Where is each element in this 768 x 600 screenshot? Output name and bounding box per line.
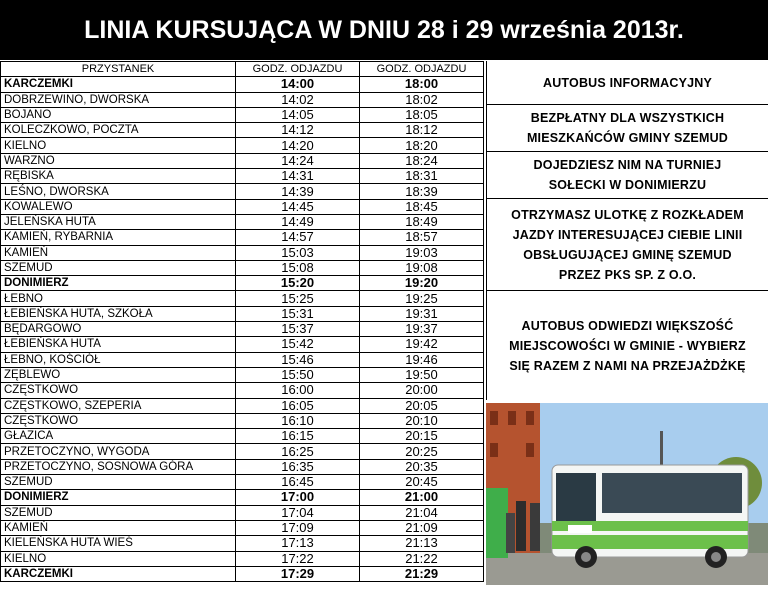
departure-time-2: 19:46 [360, 352, 484, 367]
departure-time-1: 15:25 [236, 291, 360, 306]
departure-time-2: 21:22 [360, 551, 484, 566]
table-row [1, 123, 484, 138]
departure-time-1: 14:57 [236, 230, 360, 245]
departure-time-2: 19:08 [360, 260, 484, 275]
column-header-departure-2: GODZ. ODJAZDU [360, 62, 484, 77]
table-row [1, 383, 484, 398]
departure-time-1: 15:20 [236, 276, 360, 291]
departure-time-1: 14:45 [236, 199, 360, 214]
departure-time-2: 21:13 [360, 536, 484, 551]
info-box-visit: AUTOBUS ODWIEDZI WIĘKSZOŚĆ MIEJSCOWOŚCI W GMINIE - WYBIERZ SIĘ RAZEM Z NAMI NA PRZEJAŻDŻKĘ [509, 318, 746, 373]
stop-name: LEŚNO, DWORSKA [1, 184, 236, 199]
table-row [1, 276, 484, 291]
departure-time-2: 21:04 [360, 505, 484, 520]
stop-name: KOLECZKOWO, POCZTA [1, 123, 236, 138]
departure-time-1: 14:31 [236, 169, 360, 184]
table-row [1, 153, 484, 168]
departure-time-1: 17:04 [236, 505, 360, 520]
table-row [1, 92, 484, 107]
column-header-departure-1: GODZ. ODJAZDU [236, 62, 360, 77]
stop-name: CZĘSTKOWO, SZEPERIA [1, 398, 236, 413]
photo-caption-strip [486, 585, 768, 600]
stop-name: ŁEBNO, KOŚCIÓŁ [1, 352, 236, 367]
table-row [1, 520, 484, 535]
departure-time-1: 15:08 [236, 260, 360, 275]
stop-name: JELEŃSKA HUTA [1, 214, 236, 229]
stop-name: BĘDARGOWO [1, 322, 236, 337]
departure-time-2: 20:45 [360, 475, 484, 490]
departure-time-1: 17:09 [236, 520, 360, 535]
stop-name: BOJANO [1, 107, 236, 122]
table-row [1, 107, 484, 122]
stop-name: CZĘSTKOWO [1, 413, 236, 428]
departure-time-2: 20:05 [360, 398, 484, 413]
table-header-row [1, 62, 484, 77]
stop-name: ŁEBIEŃSKA HUTA [1, 337, 236, 352]
table-row [1, 169, 484, 184]
departure-time-2: 18:00 [360, 77, 484, 92]
departure-time-2: 19:03 [360, 245, 484, 260]
timetable-body [1, 77, 484, 582]
timetable [0, 61, 484, 582]
departure-time-1: 17:13 [236, 536, 360, 551]
departure-time-2: 18:24 [360, 153, 484, 168]
departure-time-1: 14:05 [236, 107, 360, 122]
stop-name: WARZNO [1, 153, 236, 168]
departure-time-1: 14:49 [236, 214, 360, 229]
departure-time-2: 18:31 [360, 169, 484, 184]
departure-time-2: 18:02 [360, 92, 484, 107]
departure-time-2: 20:25 [360, 444, 484, 459]
departure-time-2: 19:50 [360, 367, 484, 382]
departure-time-2: 18:39 [360, 184, 484, 199]
departure-time-2: 19:42 [360, 337, 484, 352]
stop-name: SZEMUD [1, 505, 236, 520]
departure-time-2: 21:29 [360, 566, 484, 581]
column-header-stop: PRZYSTANEK [1, 62, 236, 77]
table-row [1, 398, 484, 413]
table-row [1, 367, 484, 382]
departure-time-1: 15:50 [236, 367, 360, 382]
table-row [1, 551, 484, 566]
stop-name: KARCZEMKI [1, 77, 236, 92]
table-row [1, 352, 484, 367]
departure-time-2: 19:37 [360, 322, 484, 337]
departure-time-1: 14:24 [236, 153, 360, 168]
departure-time-1: 14:02 [236, 92, 360, 107]
page-title: LINIA KURSUJĄCA W DNIU 28 i 29 września 2013r. [0, 0, 768, 60]
stop-name: ŁEBNO [1, 291, 236, 306]
stop-name: PRZETOCZYNO, SOSNOWA GÓRA [1, 459, 236, 474]
stop-name: DOBRZEWINO, DWORSKA [1, 92, 236, 107]
table-row [1, 230, 484, 245]
table-row [1, 536, 484, 551]
stop-name: ZĘBLEWO [1, 367, 236, 382]
stop-name: KIELNO [1, 551, 236, 566]
table-row [1, 214, 484, 229]
departure-time-1: 15:03 [236, 245, 360, 260]
table-row [1, 245, 484, 260]
departure-time-2: 21:00 [360, 490, 484, 505]
table-row [1, 306, 484, 321]
stop-name: DONIMIERZ [1, 490, 236, 505]
departure-time-1: 17:22 [236, 551, 360, 566]
info-box-free: BEZPŁATNY DLA WSZYSTKICH MIESZKAŃCÓW GMINY SZEMUD [487, 105, 768, 152]
departure-time-1: 15:42 [236, 337, 360, 352]
info-box-leaflet: OTRZYMASZ ULOTKĘ Z ROZKŁADEM JAZDY INTERESUJĄCEJ CIEBIE LINII OBSŁUGUJĄCEJ GMINĘ SZEMUD PRZEZ PKS SP. Z O.O. [487, 199, 768, 291]
departure-time-1: 16:15 [236, 429, 360, 444]
table-row [1, 199, 484, 214]
table-row [1, 322, 484, 337]
departure-time-1: 16:05 [236, 398, 360, 413]
bus-photo [486, 403, 768, 585]
departure-time-1: 17:00 [236, 490, 360, 505]
departure-time-2: 20:00 [360, 383, 484, 398]
departure-time-2: 18:49 [360, 214, 484, 229]
stop-name: DONIMIERZ [1, 276, 236, 291]
departure-time-2: 21:09 [360, 520, 484, 535]
table-row [1, 184, 484, 199]
departure-time-2: 18:45 [360, 199, 484, 214]
table-row [1, 459, 484, 474]
departure-time-1: 16:00 [236, 383, 360, 398]
departure-time-1: 14:12 [236, 123, 360, 138]
table-row [1, 291, 484, 306]
departure-time-2: 20:35 [360, 459, 484, 474]
stop-name: KIELNO [1, 138, 236, 153]
stop-name: RĘBISKA [1, 169, 236, 184]
departure-time-1: 14:39 [236, 184, 360, 199]
table-row [1, 138, 484, 153]
stop-name: KOWALEWO [1, 199, 236, 214]
stop-name: SZEMUD [1, 260, 236, 275]
departure-time-1: 16:35 [236, 459, 360, 474]
table-row [1, 444, 484, 459]
stop-name: KARCZEMKI [1, 566, 236, 581]
table-row [1, 490, 484, 505]
departure-time-1: 15:31 [236, 306, 360, 321]
table-row [1, 566, 484, 581]
table-row [1, 337, 484, 352]
departure-time-1: 14:00 [236, 77, 360, 92]
departure-time-1: 17:29 [236, 566, 360, 581]
info-box-title: AUTOBUS INFORMACYJNY [487, 61, 768, 105]
bus-photo-icon [486, 403, 768, 585]
departure-time-2: 19:25 [360, 291, 484, 306]
departure-time-2: 18:20 [360, 138, 484, 153]
stop-name: PRZETOCZYNO, WYGODA [1, 444, 236, 459]
table-row [1, 429, 484, 444]
info-panel [486, 61, 768, 400]
departure-time-1: 15:37 [236, 322, 360, 337]
departure-time-2: 20:10 [360, 413, 484, 428]
stop-name: SZEMUD [1, 475, 236, 490]
stop-name: KAMIEŃ [1, 245, 236, 260]
departure-time-2: 18:57 [360, 230, 484, 245]
table-row [1, 77, 484, 92]
table-row [1, 413, 484, 428]
departure-time-1: 15:46 [236, 352, 360, 367]
departure-time-1: 16:10 [236, 413, 360, 428]
info-box-tournament: DOJEDZIESZ NIM NA TURNIEJ SOŁECKI W DONIMIERZU [487, 152, 768, 199]
departure-time-2: 18:05 [360, 107, 484, 122]
stop-name: GŁAZICA [1, 429, 236, 444]
stop-name: KAMIEŃ [1, 520, 236, 535]
table-row [1, 475, 484, 490]
stop-name: KAMIEŃ, RYBARNIA [1, 230, 236, 245]
stop-name: KIELEŃSKA HUTA WIEŚ [1, 536, 236, 551]
departure-time-1: 16:25 [236, 444, 360, 459]
table-row [1, 260, 484, 275]
departure-time-2: 20:15 [360, 429, 484, 444]
departure-time-2: 19:31 [360, 306, 484, 321]
stop-name: CZĘSTKOWO [1, 383, 236, 398]
departure-time-1: 16:45 [236, 475, 360, 490]
departure-time-2: 18:12 [360, 123, 484, 138]
table-row [1, 505, 484, 520]
departure-time-2: 19:20 [360, 276, 484, 291]
departure-time-1: 14:20 [236, 138, 360, 153]
stop-name: ŁEBIEŃSKA HUTA, SZKOŁA [1, 306, 236, 321]
